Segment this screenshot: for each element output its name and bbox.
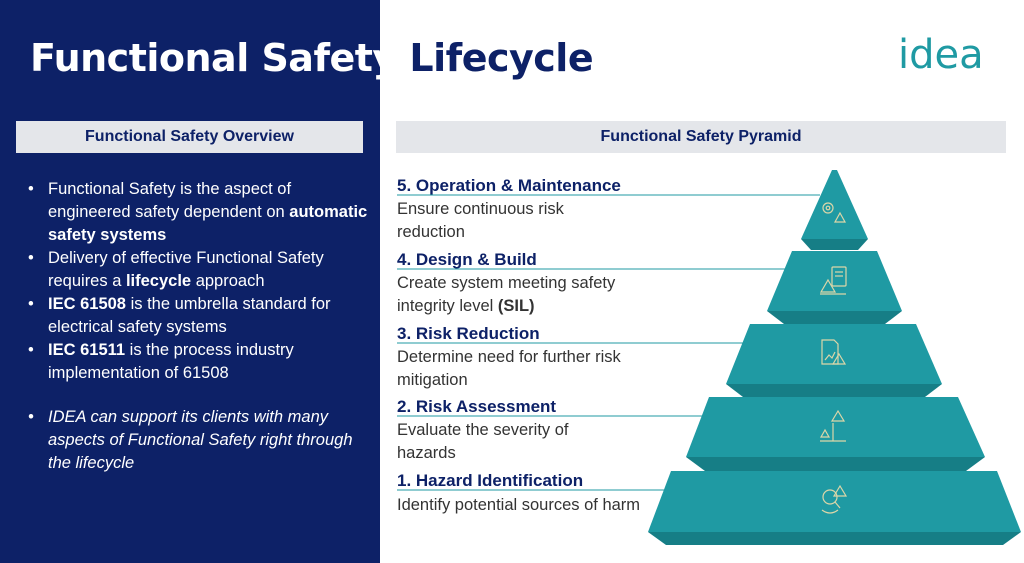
step-2-description: Evaluate the severity of hazards (397, 421, 569, 462)
pyramid-tier-1 (648, 471, 1021, 545)
bullet-item: • Delivery of effective Functional Safety requires a lifecycle approach (24, 247, 369, 293)
title-part-1: Functional Safety (30, 36, 397, 80)
pyramid-tier-5 (801, 170, 868, 250)
pyramid-tier-4 (767, 251, 902, 324)
step-5-description: Ensure continuous risk reduction (397, 200, 564, 241)
step-4-description: Create system meeting safety integrity level (SIL) (397, 274, 616, 315)
step-1-title: 1. Hazard Identification (397, 471, 584, 490)
pyramid-tier-2 (686, 397, 985, 471)
step-3-title: 3. Risk Reduction (397, 324, 540, 343)
step-5-title: 5. Operation & Maintenance (397, 176, 621, 195)
bullet-item-italic: • IDEA can support its clients with many aspects of Functional Safety right through the lifecycle (24, 406, 369, 475)
bullet-item: • IEC 61511 is the process industry implementation of 61508 (24, 339, 369, 385)
step-2-title: 2. Risk Assessment (397, 397, 557, 416)
pyramid-tier-3 (726, 324, 942, 397)
step-4-title: 4. Design & Build (397, 250, 537, 269)
step-1-description: Identify potential sources of harm (397, 496, 641, 514)
bullet-item: • Functional Safety is the aspect of engineered safety dependent on automatic safety systems (24, 178, 369, 247)
bullet-item: • IEC 61508 is the umbrella standard for electrical safety systems (24, 293, 369, 339)
logo-text: idea (898, 32, 984, 76)
overview-header: Functional Safety Overview (16, 121, 363, 153)
step-3-description: Determine need for further risk mitigation (397, 348, 621, 389)
title-part-2: Lifecycle (396, 36, 594, 80)
pyramid-header: Functional Safety Pyramid (396, 121, 1006, 153)
